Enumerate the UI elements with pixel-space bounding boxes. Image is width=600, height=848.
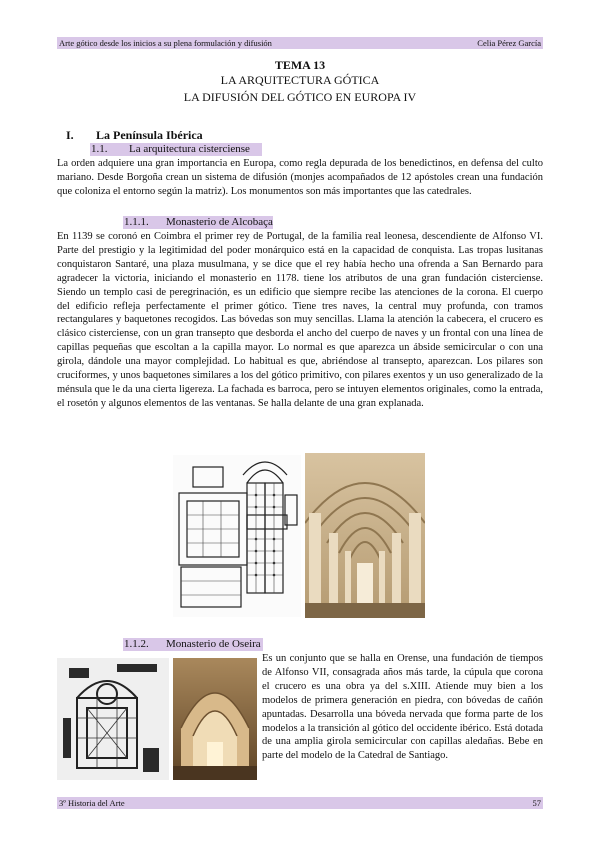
footer-left: 3º Historia del Arte (59, 798, 125, 808)
alcobaca-floor-plan-image (173, 455, 301, 617)
header-left: Arte gótico desde los inicios a su plena formulación y difusión (59, 38, 272, 48)
oseira-interior-photo (173, 658, 257, 780)
paragraph-oseira: Es un conjunto que se halla en Orense, una fundación de tiempos de Alfonso VII, consagrada años más tarde, la cúpula que corona el crucero es una obra ya del s.XIII. Atiende muy bien a los modelos de primera generación en piedra, con bóvedas de cañón apuntadas. Desarrolla una bóveda nervada que forma parte de los modelos a la transición al gótico del occidente ibérico. Está dotada de una amplia girola semicircular con capillas aledañas. Bebe en parte del modelo de la Catedral de Santiago. (262, 653, 543, 762)
subsubsection-title: Monasterio de Alcobaça (166, 216, 273, 228)
subsubsection-number-2: 1.1.2. (124, 638, 149, 650)
oseira-floor-plan-image (57, 658, 169, 780)
chapter-subtitle: LA DIFUSIÓN DEL GÓTICO EN EUROPA IV (183, 90, 417, 104)
paragraph-alcobaca: En 1139 se coronó en Coimbra el primer rey de Portugal, de la familia real leonesa, descendiente de Alfonso VI. Parte del prestigio y la legitimidad del poder monárquico está en la capacidad de conquista. Las tropas lusitanas conquistaron Santaré, una plaza musulmana, y se dice que el rey había hecho una ofrenda a San Bernardo para agradecer la victoria, iniciando el monasterio en 1178. tiene los atributos de una gran fundación cisterciense. Siendo un templo casi de peregrinación, es un edificio que siempre recibe las atenciones de la corona. El cuerpo del edificio refleja perfectamente el primer gótico. Tiene tres naves, la central muy profunda, con tramos rectangulares y baquetones recogidos. Las bóvedas son muy sencillas. Llama la atención la cabecera, el crucero es clásico cisterciense, con un gran transepto que desborda el ancho del cuerpo de naves y un frontal con una línea de capillas pequeñas que escoltan a la capilla mayor. Lo normal es que aparezca un ábside semicircular o con una girola, dándole una mayor complejidad. Lo habitual es que, abriéndose al transepto, aparezcan. Los pilares son cruciformes, y unos baquetones similares a los del gótico primitivo, con pilares exentos y un uso generalizado de la ménsula que le da una cierta ligereza. La fachada es barroca, pero se intuyen elementos originales, como la entrada, el rosetón y algunos elementos de las ventanas. Se halla delante de una gran explanada. (57, 231, 543, 409)
subsection-title: La arquitectura cisterciense (129, 143, 250, 155)
alcobaca-nave-photo (305, 453, 425, 618)
section-heading (66, 128, 203, 143)
paragraph-cistercian: La orden adquiere una gran importancia en Europa, como regla depurada de los benedictinos, en defensa del culto mariano. Desde Borgoña crean un sistema de difusión (monjes acompañados de 12 apóstoles crean una fundación que coloniza el entorno según la matriz). Los monumentos son más importantes que las catedrales. (57, 158, 543, 197)
header-right: Celia Pérez García (477, 38, 541, 48)
chapter-title: LA ARQUITECTURA GÓTICA (220, 73, 380, 87)
section-title: La Península Ibérica (96, 128, 203, 142)
running-footer (57, 797, 543, 809)
running-header (57, 37, 543, 49)
subsection-number: 1.1. (91, 143, 108, 155)
subsubsection-heading-2 (123, 638, 263, 651)
section-number: I. (66, 128, 74, 142)
page-number: 57 (532, 798, 541, 808)
tema-title: TEMA 13 (274, 58, 326, 72)
subsubsection-heading (123, 216, 273, 229)
subsubsection-number: 1.1.1. (124, 216, 149, 228)
subsubsection-title-2: Monasterio de Oseira (166, 638, 261, 650)
subsection-heading (90, 143, 262, 156)
